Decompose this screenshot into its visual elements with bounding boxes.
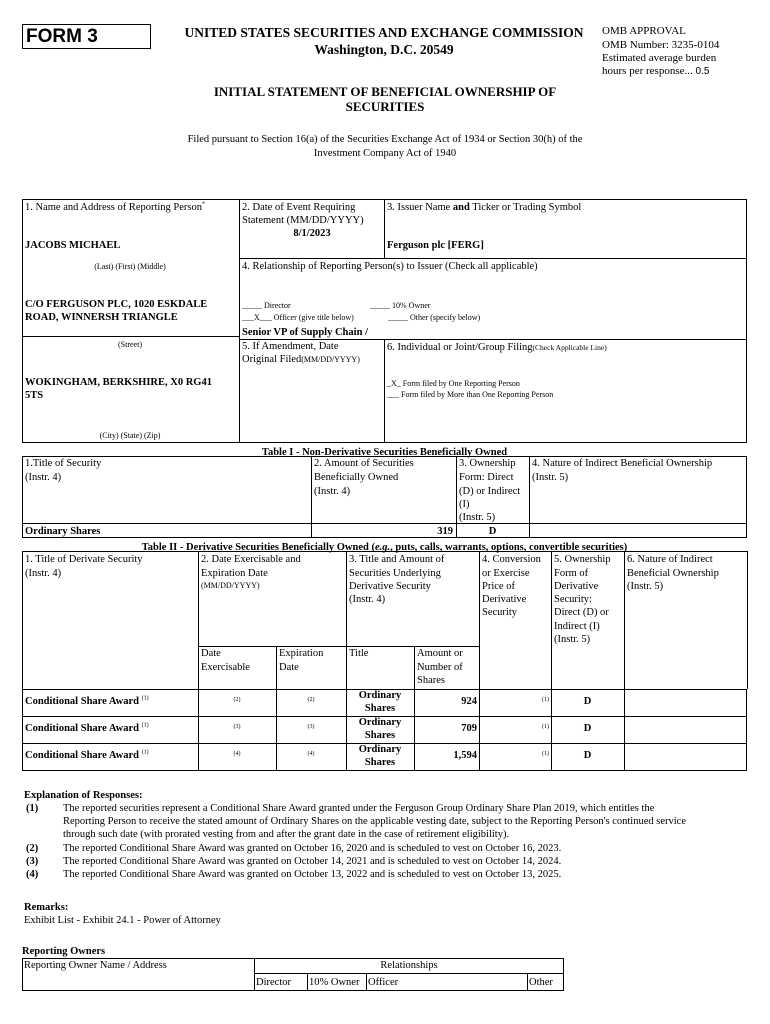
owners-col-name: Reporting Owner Name / Address [24, 960, 167, 971]
t2-row-security-line1: Ordinary [358, 744, 402, 755]
t2-sub-amount-line2: Number of [417, 662, 463, 673]
box6-label [387, 341, 607, 355]
t1-row-title: Ordinary Shares [25, 526, 101, 537]
t1-col2-line2: Beneficially Owned [314, 472, 399, 483]
t2-col2-line3: (MM/DD/YYYY) [201, 581, 260, 590]
table2-title-eg: e.g. [374, 542, 391, 553]
divider [239, 199, 240, 443]
footnote-number: (2) [26, 843, 39, 854]
divider [239, 258, 747, 259]
t2-col6-line1: 6. Nature of Indirect [627, 554, 713, 565]
divider [384, 339, 385, 443]
omb-burden-line1: Estimated average burden [602, 52, 717, 64]
t2-col5-line3: Derivative [554, 581, 599, 592]
owners-col-relationships: Relationships [380, 960, 438, 971]
box6-label-text: 6. Individual or Joint/Group Filing [387, 342, 533, 353]
t1-row-amount: 319 [437, 526, 453, 537]
form-title-line2: SECURITIES [345, 99, 425, 114]
t2-row-exercisable-note: (3) [233, 724, 241, 730]
address-line1: C/O FERGUSON PLC, 1020 ESKDALE [25, 299, 208, 310]
box3-label-and: and [452, 202, 470, 213]
t2-sub-amount-line1: Amount or [417, 648, 463, 659]
owners-sub-ten-pct: 10% Owner [309, 977, 360, 988]
divider [624, 689, 625, 771]
t2-row-security-line1: Ordinary [358, 717, 402, 728]
divider [22, 551, 747, 552]
t1-col4-line2: (Instr. 5) [532, 472, 569, 483]
box2-label-line1: 2. Date of Event Requiring [242, 202, 356, 213]
divider [254, 973, 564, 974]
divider [527, 973, 528, 991]
t2-row-expiration-note: (3) [307, 724, 315, 730]
explanation-heading: Explanation of Responses: [24, 790, 143, 801]
remarks-heading: Remarks: [24, 902, 69, 913]
t2-sub-title: Title [349, 648, 369, 659]
footnote-number: (3) [26, 856, 39, 867]
rel-other: _____ Other (specify below) [388, 313, 481, 322]
table1-title: Table I - Non-Derivative Securities Beneficially Owned [261, 447, 508, 458]
divider [276, 646, 277, 689]
t2-row-title [25, 749, 149, 763]
t1-row-form: D [488, 526, 497, 537]
street-line [22, 336, 239, 337]
box2-label-line2: Statement (MM/DD/YYYY) [242, 215, 364, 226]
t2-col1-line2: (Instr. 4) [25, 568, 62, 579]
t2-col6-line3: (Instr. 5) [627, 581, 664, 592]
divider [384, 199, 385, 258]
t2-col4-line2: or Exercise [482, 568, 530, 579]
t2-row-exercisable-note: (2) [233, 697, 241, 703]
divider [346, 551, 347, 689]
agency-location: Washington, D.C. 20549 [314, 42, 454, 57]
t2-row-title [25, 695, 149, 709]
t2-col5-line2: Form of [554, 568, 589, 579]
t2-sub-amount-line3: Shares [417, 675, 445, 686]
filing-more-persons: ___ Form filed by More than One Reporting Person [387, 390, 554, 399]
t2-row-expiration-note: (4) [307, 751, 315, 757]
t2-row-price-note: (1) [542, 697, 549, 703]
t2-row-security-line2: Shares [364, 757, 396, 768]
rel-ten-percent-owner: _____ 10% Owner [370, 301, 431, 310]
footnote-text: through such date (with prorated vesting from and after the grant date in the case of retirement eligibility). [63, 829, 510, 840]
t2-col2-line2: Expiration Date [201, 568, 268, 579]
t2-row-form: D [583, 696, 592, 707]
divider [307, 973, 308, 991]
event-date: 8/1/2023 [293, 228, 331, 239]
t2-col3-line2: Securities Underlying [349, 568, 441, 579]
t2-row-title-text: Conditional Share Award [25, 750, 139, 761]
form-title-line1: INITIAL STATEMENT OF BENEFICIAL OWNERSHIP OF [213, 84, 557, 99]
t2-row-amount: 709 [461, 723, 477, 734]
omb-burden-line2 [602, 64, 709, 78]
t2-row-title-note: (1) [141, 722, 149, 729]
rel-director: _____ Director [242, 301, 291, 310]
t2-row-security-line2: Shares [364, 703, 396, 714]
t2-sub-date-exercisable-line2: Exercisable [201, 662, 250, 673]
filed-pursuant-line1: Filed pursuant to Section 16(a) of the Securities Exchange Act of 1934 or Section 30(h) of the [187, 134, 583, 145]
divider [529, 456, 530, 538]
t2-col5-line4: Security: [554, 594, 592, 605]
t2-col4-line1: 4. Conversion [482, 554, 541, 565]
t2-row-form: D [583, 723, 592, 734]
t2-col2-line1: 2. Date Exercisable and [201, 554, 301, 565]
t2-col5-line7: (Instr. 5) [554, 634, 591, 645]
box1-label [25, 201, 205, 215]
owners-heading: Reporting Owners [22, 946, 106, 957]
box5-label-text: Original Filed [242, 354, 302, 365]
omb-approval: OMB APPROVAL [602, 25, 686, 37]
t2-row-amount: 924 [461, 696, 477, 707]
reporting-person-name: JACOBS MICHAEL [25, 240, 121, 251]
footnote-text: Reporting Person to receive the stated amount of Ordinary Shares on the applicable vesting date, subject to the Reporting Person's continued service [63, 816, 686, 827]
t2-col1-line1: 1. Title of Derivate Security [25, 554, 143, 565]
box6-label-small: (Check Applicable Line) [532, 343, 607, 352]
t2-sub-expiration-line1: Expiration [279, 648, 324, 659]
t2-col3-line1: 3. Title and Amount of [349, 554, 445, 565]
t2-row-title-text: Conditional Share Award [25, 723, 139, 734]
t2-row-form: D [583, 750, 592, 761]
box5-label-line1: 5. If Amendment, Date [242, 341, 339, 352]
footnote-text: The reported Conditional Share Award was granted on October 13, 2022 and is scheduled to vest on October 13, 2025. [63, 869, 562, 880]
t2-col4-line5: Security [482, 607, 517, 618]
t2-col5-line5: Direct (D) or [554, 607, 609, 618]
t2-row-expiration-note: (2) [307, 697, 315, 703]
t1-col3-line3: (D) or Indirect [459, 486, 521, 497]
divider [479, 551, 480, 689]
t2-col4-line4: Derivative [482, 594, 527, 605]
owners-sub-director: Director [256, 977, 291, 988]
box5-label-line2 [242, 353, 360, 367]
footnote-number: (1) [26, 803, 39, 814]
footnote-text: The reported Conditional Share Award was granted on October 14, 2021 and is scheduled to vest on October 14, 2024. [63, 856, 562, 867]
t2-row-title [25, 722, 149, 736]
divider [311, 456, 312, 538]
t2-sub-date-exercisable-line1: Date [201, 648, 221, 659]
t2-col3-line3: Derivative Security [349, 581, 431, 592]
form-label: FORM 3 [26, 26, 98, 47]
issuer-name: Ferguson plc [FERG] [387, 240, 484, 251]
divider [366, 973, 367, 991]
footnote-text: The reported securities represent a Conditional Share Award granted under the Ferguson Group Ordinary Share Plan 2019, which entitles the [63, 803, 655, 814]
rel-officer: ___X___ Officer (give title below) [242, 313, 354, 322]
t1-col2-line3: (Instr. 4) [314, 486, 351, 497]
box3-label [387, 201, 581, 215]
city-line2: 5TS [25, 390, 44, 401]
divider [747, 551, 748, 689]
divider [22, 551, 23, 689]
t1-col1-line1: 1.Title of Security [25, 458, 102, 469]
t2-col5-line6: Indirect (I) [554, 621, 600, 632]
officer-title: Senior VP of Supply Chain / [242, 327, 368, 338]
box4-label: 4. Relationship of Reporting Person(s) to Issuer (Check all applicable) [242, 261, 538, 272]
t2-col6-line2: Beneficial Ownership [627, 568, 719, 579]
t2-row-exercisable-note: (4) [233, 751, 241, 757]
t1-col3-line2: Form: Direct [459, 472, 514, 483]
table2-title-pre: Table II - Derivative Securities Beneficially Owned ( [141, 542, 375, 553]
t2-row-title-text: Conditional Share Award [25, 696, 139, 707]
t1-col3-line5: (Instr. 5) [459, 512, 496, 523]
omb-number: OMB Number: 3235-0104 [602, 39, 720, 51]
filed-pursuant-line2: Investment Company Act of 1940 [313, 148, 457, 159]
t2-row-title-note: (1) [141, 749, 149, 756]
agency-name: UNITED STATES SECURITIES AND EXCHANGE COMMISSION [184, 25, 584, 40]
omb-burden-label: hours per response... [602, 65, 693, 77]
footnote-text: The reported Conditional Share Award was granted on October 16, 2020 and is scheduled to vest on October 16, 2023. [63, 843, 562, 854]
t2-col5-line1: 5. Ownership [554, 554, 611, 565]
owners-sub-other: Other [529, 977, 553, 988]
t2-col4-line3: Price of [482, 581, 515, 592]
remarks-text: Exhibit List - Exhibit 24.1 - Power of Attorney [24, 915, 221, 926]
box1-label-mark: * [202, 201, 206, 208]
address-line2: ROAD, WINNERSH TRIANGLE [25, 312, 178, 323]
t2-row-price-note: (1) [542, 724, 549, 730]
street-hint: (Street) [118, 340, 142, 349]
owners-sub-officer: Officer [368, 977, 399, 988]
footnote-number: (4) [26, 869, 39, 880]
t2-col3-line4: (Instr. 4) [349, 594, 386, 605]
box5-label-small: (MM/DD/YYYY) [301, 355, 360, 364]
t1-col2-line1: 2. Amount of Securities [314, 458, 414, 469]
t2-sub-expiration-line2: Date [279, 662, 299, 673]
name-hint: (Last) (First) (Middle) [94, 262, 166, 271]
t1-col3-line1: 3. Ownership [459, 458, 516, 469]
divider [198, 551, 199, 689]
t1-col3-line4: (I) [459, 499, 470, 510]
filing-one-person: _X_ Form filed by One Reporting Person [387, 379, 520, 388]
city-line1: WOKINGHAM, BERKSHIRE, X0 RG41 [25, 377, 212, 388]
t2-row-security-line1: Ordinary [358, 690, 402, 701]
divider [22, 523, 747, 524]
city-hint: (City) (State) (Zip) [99, 431, 161, 440]
divider [414, 646, 415, 689]
t2-row-price-note: (1) [542, 751, 549, 757]
divider [624, 551, 625, 689]
divider [551, 551, 552, 689]
t1-col1-line2: (Instr. 4) [25, 472, 62, 483]
t2-row-security-line2: Shares [364, 730, 396, 741]
box1-label-text: 1. Name and Address of Reporting Person [25, 202, 203, 213]
box3-label-pre: 3. Issuer Name [387, 202, 453, 213]
t2-row-amount: 1,594 [453, 750, 477, 761]
table2-title-post: , puts, calls, warrants, options, convertible securities) [390, 542, 628, 553]
t2-row-title-note: (1) [141, 695, 149, 702]
box3-label-post: Ticker or Trading Symbol [469, 202, 582, 213]
t1-col4-line1: 4. Nature of Indirect Beneficial Ownership [532, 458, 713, 469]
omb-burden-value: 0.5 [695, 66, 710, 77]
